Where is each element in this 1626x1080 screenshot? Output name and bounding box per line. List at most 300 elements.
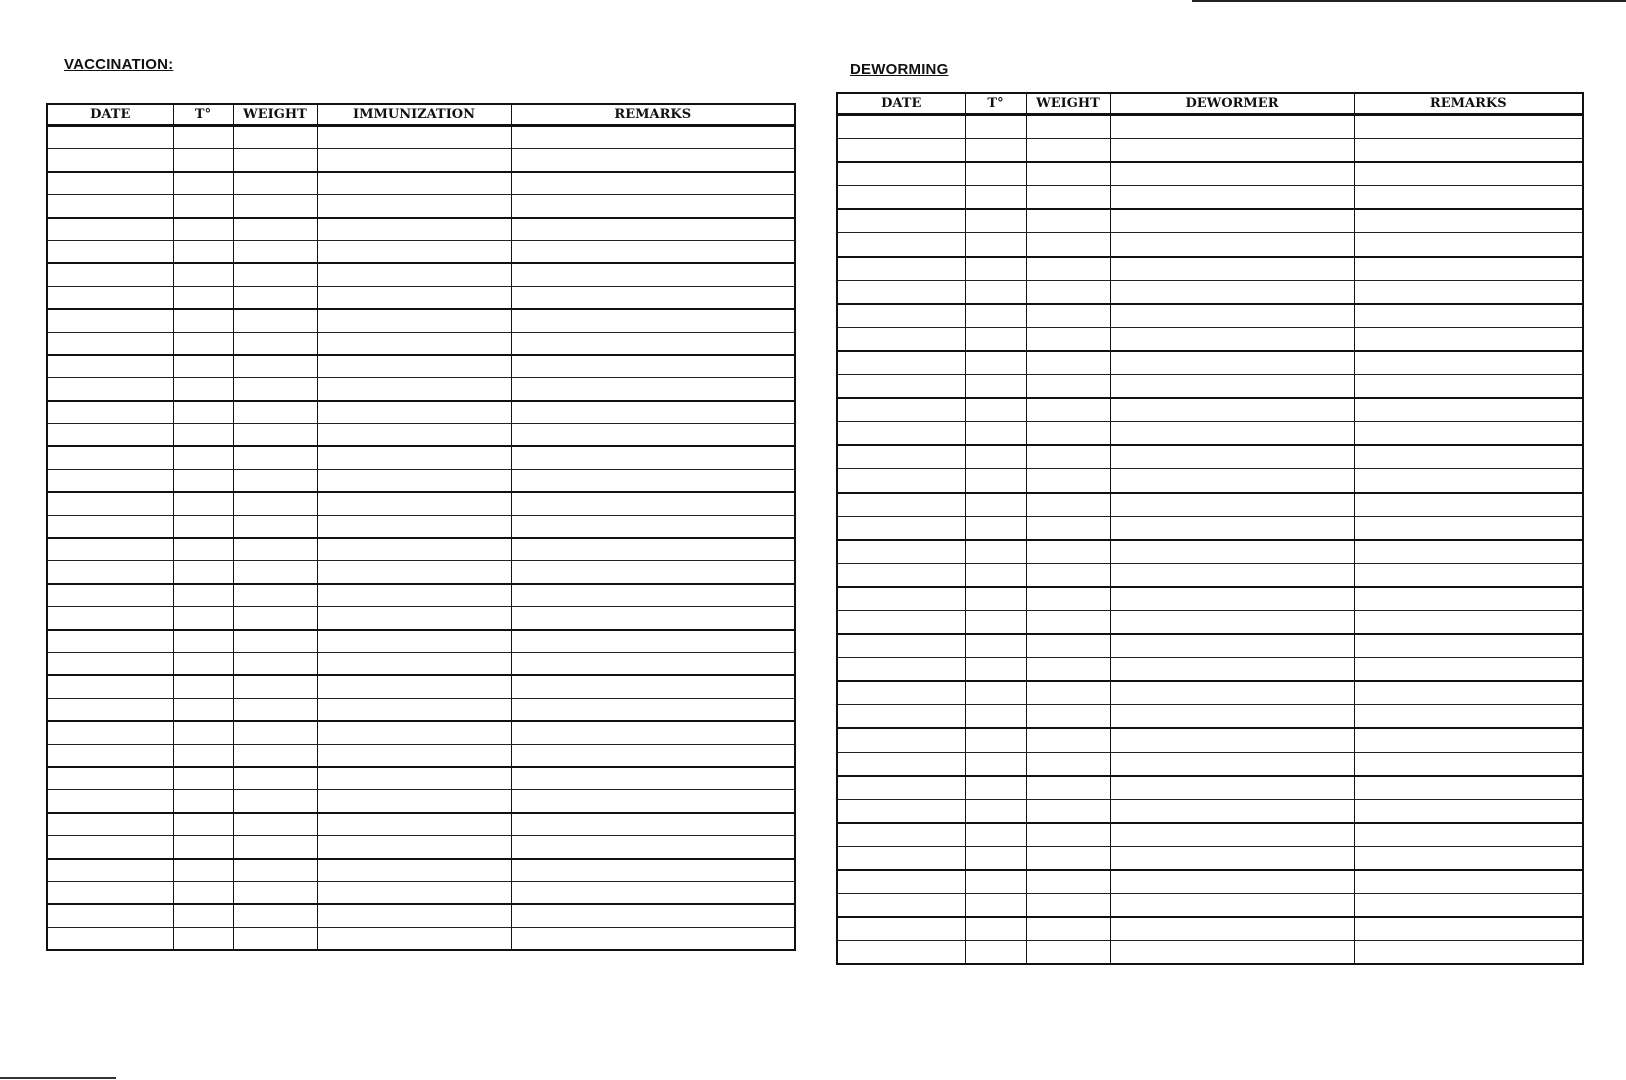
deworming-dewormer-cell[interactable] bbox=[1110, 563, 1354, 587]
vaccination-date-cell[interactable] bbox=[47, 652, 173, 675]
vaccination-temperature-cell[interactable] bbox=[173, 721, 233, 744]
vaccination-date-cell[interactable] bbox=[47, 515, 173, 538]
deworming-remarks-cell[interactable] bbox=[1354, 493, 1583, 517]
deworming-date-cell[interactable] bbox=[837, 327, 965, 351]
deworming-weight-cell[interactable] bbox=[1026, 493, 1110, 517]
deworming-weight-cell[interactable] bbox=[1026, 941, 1110, 965]
vaccination-immunization-cell[interactable] bbox=[317, 904, 511, 927]
deworming-weight-cell[interactable] bbox=[1026, 563, 1110, 587]
deworming-remarks-cell[interactable] bbox=[1354, 941, 1583, 965]
vaccination-remarks-cell[interactable] bbox=[511, 652, 795, 675]
deworming-date-cell[interactable] bbox=[837, 351, 965, 375]
deworming-date-cell[interactable] bbox=[837, 563, 965, 587]
vaccination-weight-cell[interactable] bbox=[233, 172, 317, 195]
vaccination-remarks-cell[interactable] bbox=[511, 927, 795, 950]
vaccination-immunization-cell[interactable] bbox=[317, 355, 511, 378]
vaccination-temperature-cell[interactable] bbox=[173, 332, 233, 355]
deworming-date-cell[interactable] bbox=[837, 304, 965, 328]
deworming-weight-cell[interactable] bbox=[1026, 304, 1110, 328]
deworming-remarks-cell[interactable] bbox=[1354, 233, 1583, 257]
deworming-date-cell[interactable] bbox=[837, 870, 965, 894]
vaccination-date-cell[interactable] bbox=[47, 904, 173, 927]
deworming-dewormer-cell[interactable] bbox=[1110, 351, 1354, 375]
deworming-remarks-cell[interactable] bbox=[1354, 705, 1583, 729]
vaccination-immunization-cell[interactable] bbox=[317, 492, 511, 515]
deworming-dewormer-cell[interactable] bbox=[1110, 870, 1354, 894]
deworming-weight-cell[interactable] bbox=[1026, 658, 1110, 682]
deworming-date-cell[interactable] bbox=[837, 610, 965, 634]
vaccination-remarks-cell[interactable] bbox=[511, 492, 795, 515]
vaccination-remarks-cell[interactable] bbox=[511, 675, 795, 698]
deworming-dewormer-cell[interactable] bbox=[1110, 634, 1354, 658]
deworming-weight-cell[interactable] bbox=[1026, 540, 1110, 564]
vaccination-immunization-cell[interactable] bbox=[317, 172, 511, 195]
vaccination-date-cell[interactable] bbox=[47, 836, 173, 859]
vaccination-remarks-cell[interactable] bbox=[511, 126, 795, 149]
vaccination-date-cell[interactable] bbox=[47, 859, 173, 882]
vaccination-temperature-cell[interactable] bbox=[173, 149, 233, 172]
deworming-temperature-cell[interactable] bbox=[965, 776, 1026, 800]
deworming-remarks-cell[interactable] bbox=[1354, 280, 1583, 304]
deworming-weight-cell[interactable] bbox=[1026, 233, 1110, 257]
deworming-date-cell[interactable] bbox=[837, 681, 965, 705]
vaccination-date-cell[interactable] bbox=[47, 401, 173, 424]
vaccination-immunization-cell[interactable] bbox=[317, 332, 511, 355]
deworming-remarks-cell[interactable] bbox=[1354, 327, 1583, 351]
deworming-dewormer-cell[interactable] bbox=[1110, 681, 1354, 705]
deworming-dewormer-cell[interactable] bbox=[1110, 493, 1354, 517]
deworming-temperature-cell[interactable] bbox=[965, 516, 1026, 540]
deworming-remarks-cell[interactable] bbox=[1354, 398, 1583, 422]
vaccination-date-cell[interactable] bbox=[47, 446, 173, 469]
vaccination-date-cell[interactable] bbox=[47, 355, 173, 378]
deworming-date-cell[interactable] bbox=[837, 162, 965, 186]
deworming-weight-cell[interactable] bbox=[1026, 870, 1110, 894]
vaccination-date-cell[interactable] bbox=[47, 790, 173, 813]
deworming-weight-cell[interactable] bbox=[1026, 705, 1110, 729]
deworming-weight-cell[interactable] bbox=[1026, 681, 1110, 705]
deworming-temperature-cell[interactable] bbox=[965, 681, 1026, 705]
vaccination-immunization-cell[interactable] bbox=[317, 309, 511, 332]
vaccination-immunization-cell[interactable] bbox=[317, 927, 511, 950]
deworming-weight-cell[interactable] bbox=[1026, 115, 1110, 139]
deworming-dewormer-cell[interactable] bbox=[1110, 894, 1354, 918]
deworming-dewormer-cell[interactable] bbox=[1110, 658, 1354, 682]
deworming-dewormer-cell[interactable] bbox=[1110, 115, 1354, 139]
vaccination-immunization-cell[interactable] bbox=[317, 744, 511, 767]
vaccination-weight-cell[interactable] bbox=[233, 652, 317, 675]
deworming-date-cell[interactable] bbox=[837, 493, 965, 517]
vaccination-date-cell[interactable] bbox=[47, 492, 173, 515]
deworming-date-cell[interactable] bbox=[837, 209, 965, 233]
vaccination-remarks-cell[interactable] bbox=[511, 790, 795, 813]
deworming-weight-cell[interactable] bbox=[1026, 634, 1110, 658]
deworming-remarks-cell[interactable] bbox=[1354, 776, 1583, 800]
deworming-dewormer-cell[interactable] bbox=[1110, 422, 1354, 446]
vaccination-immunization-cell[interactable] bbox=[317, 813, 511, 836]
deworming-temperature-cell[interactable] bbox=[965, 540, 1026, 564]
deworming-date-cell[interactable] bbox=[837, 139, 965, 163]
vaccination-immunization-cell[interactable] bbox=[317, 286, 511, 309]
deworming-date-cell[interactable] bbox=[837, 186, 965, 210]
deworming-dewormer-cell[interactable] bbox=[1110, 375, 1354, 399]
deworming-remarks-cell[interactable] bbox=[1354, 445, 1583, 469]
deworming-weight-cell[interactable] bbox=[1026, 516, 1110, 540]
vaccination-weight-cell[interactable] bbox=[233, 927, 317, 950]
deworming-remarks-cell[interactable] bbox=[1354, 681, 1583, 705]
deworming-temperature-cell[interactable] bbox=[965, 870, 1026, 894]
deworming-temperature-cell[interactable] bbox=[965, 587, 1026, 611]
vaccination-temperature-cell[interactable] bbox=[173, 927, 233, 950]
vaccination-weight-cell[interactable] bbox=[233, 469, 317, 492]
vaccination-date-cell[interactable] bbox=[47, 584, 173, 607]
vaccination-remarks-cell[interactable] bbox=[511, 630, 795, 653]
deworming-remarks-cell[interactable] bbox=[1354, 728, 1583, 752]
deworming-temperature-cell[interactable] bbox=[965, 894, 1026, 918]
vaccination-temperature-cell[interactable] bbox=[173, 309, 233, 332]
deworming-remarks-cell[interactable] bbox=[1354, 823, 1583, 847]
deworming-weight-cell[interactable] bbox=[1026, 799, 1110, 823]
deworming-temperature-cell[interactable] bbox=[965, 186, 1026, 210]
vaccination-date-cell[interactable] bbox=[47, 218, 173, 241]
vaccination-date-cell[interactable] bbox=[47, 721, 173, 744]
vaccination-temperature-cell[interactable] bbox=[173, 538, 233, 561]
deworming-dewormer-cell[interactable] bbox=[1110, 728, 1354, 752]
vaccination-remarks-cell[interactable] bbox=[511, 218, 795, 241]
vaccination-immunization-cell[interactable] bbox=[317, 767, 511, 790]
deworming-remarks-cell[interactable] bbox=[1354, 186, 1583, 210]
deworming-dewormer-cell[interactable] bbox=[1110, 752, 1354, 776]
vaccination-weight-cell[interactable] bbox=[233, 813, 317, 836]
vaccination-weight-cell[interactable] bbox=[233, 538, 317, 561]
vaccination-temperature-cell[interactable] bbox=[173, 630, 233, 653]
vaccination-date-cell[interactable] bbox=[47, 378, 173, 401]
deworming-temperature-cell[interactable] bbox=[965, 233, 1026, 257]
deworming-dewormer-cell[interactable] bbox=[1110, 941, 1354, 965]
deworming-dewormer-cell[interactable] bbox=[1110, 776, 1354, 800]
vaccination-immunization-cell[interactable] bbox=[317, 675, 511, 698]
vaccination-date-cell[interactable] bbox=[47, 767, 173, 790]
deworming-date-cell[interactable] bbox=[837, 941, 965, 965]
vaccination-remarks-cell[interactable] bbox=[511, 698, 795, 721]
vaccination-date-cell[interactable] bbox=[47, 630, 173, 653]
deworming-remarks-cell[interactable] bbox=[1354, 209, 1583, 233]
deworming-weight-cell[interactable] bbox=[1026, 375, 1110, 399]
vaccination-weight-cell[interactable] bbox=[233, 401, 317, 424]
deworming-remarks-cell[interactable] bbox=[1354, 540, 1583, 564]
vaccination-date-cell[interactable] bbox=[47, 698, 173, 721]
deworming-temperature-cell[interactable] bbox=[965, 728, 1026, 752]
deworming-remarks-cell[interactable] bbox=[1354, 658, 1583, 682]
vaccination-date-cell[interactable] bbox=[47, 172, 173, 195]
vaccination-weight-cell[interactable] bbox=[233, 630, 317, 653]
deworming-date-cell[interactable] bbox=[837, 705, 965, 729]
deworming-weight-cell[interactable] bbox=[1026, 587, 1110, 611]
vaccination-temperature-cell[interactable] bbox=[173, 790, 233, 813]
deworming-dewormer-cell[interactable] bbox=[1110, 469, 1354, 493]
vaccination-remarks-cell[interactable] bbox=[511, 378, 795, 401]
vaccination-weight-cell[interactable] bbox=[233, 195, 317, 218]
deworming-temperature-cell[interactable] bbox=[965, 917, 1026, 941]
deworming-date-cell[interactable] bbox=[837, 422, 965, 446]
vaccination-weight-cell[interactable] bbox=[233, 561, 317, 584]
vaccination-remarks-cell[interactable] bbox=[511, 859, 795, 882]
deworming-date-cell[interactable] bbox=[837, 233, 965, 257]
vaccination-date-cell[interactable] bbox=[47, 149, 173, 172]
deworming-temperature-cell[interactable] bbox=[965, 115, 1026, 139]
deworming-date-cell[interactable] bbox=[837, 115, 965, 139]
vaccination-immunization-cell[interactable] bbox=[317, 630, 511, 653]
deworming-remarks-cell[interactable] bbox=[1354, 469, 1583, 493]
vaccination-date-cell[interactable] bbox=[47, 927, 173, 950]
vaccination-temperature-cell[interactable] bbox=[173, 584, 233, 607]
vaccination-temperature-cell[interactable] bbox=[173, 401, 233, 424]
deworming-weight-cell[interactable] bbox=[1026, 327, 1110, 351]
deworming-temperature-cell[interactable] bbox=[965, 422, 1026, 446]
vaccination-temperature-cell[interactable] bbox=[173, 515, 233, 538]
deworming-weight-cell[interactable] bbox=[1026, 823, 1110, 847]
vaccination-weight-cell[interactable] bbox=[233, 744, 317, 767]
vaccination-weight-cell[interactable] bbox=[233, 859, 317, 882]
vaccination-temperature-cell[interactable] bbox=[173, 286, 233, 309]
vaccination-weight-cell[interactable] bbox=[233, 240, 317, 263]
vaccination-remarks-cell[interactable] bbox=[511, 744, 795, 767]
deworming-remarks-cell[interactable] bbox=[1354, 587, 1583, 611]
deworming-date-cell[interactable] bbox=[837, 516, 965, 540]
deworming-temperature-cell[interactable] bbox=[965, 304, 1026, 328]
vaccination-weight-cell[interactable] bbox=[233, 149, 317, 172]
vaccination-weight-cell[interactable] bbox=[233, 378, 317, 401]
vaccination-immunization-cell[interactable] bbox=[317, 240, 511, 263]
deworming-temperature-cell[interactable] bbox=[965, 823, 1026, 847]
deworming-weight-cell[interactable] bbox=[1026, 398, 1110, 422]
vaccination-weight-cell[interactable] bbox=[233, 446, 317, 469]
deworming-dewormer-cell[interactable] bbox=[1110, 540, 1354, 564]
vaccination-remarks-cell[interactable] bbox=[511, 881, 795, 904]
vaccination-remarks-cell[interactable] bbox=[511, 721, 795, 744]
vaccination-date-cell[interactable] bbox=[47, 561, 173, 584]
vaccination-date-cell[interactable] bbox=[47, 240, 173, 263]
deworming-temperature-cell[interactable] bbox=[965, 799, 1026, 823]
deworming-temperature-cell[interactable] bbox=[965, 752, 1026, 776]
vaccination-temperature-cell[interactable] bbox=[173, 744, 233, 767]
deworming-temperature-cell[interactable] bbox=[965, 469, 1026, 493]
vaccination-immunization-cell[interactable] bbox=[317, 607, 511, 630]
deworming-temperature-cell[interactable] bbox=[965, 327, 1026, 351]
deworming-temperature-cell[interactable] bbox=[965, 162, 1026, 186]
vaccination-immunization-cell[interactable] bbox=[317, 538, 511, 561]
vaccination-immunization-cell[interactable] bbox=[317, 584, 511, 607]
deworming-weight-cell[interactable] bbox=[1026, 162, 1110, 186]
vaccination-date-cell[interactable] bbox=[47, 286, 173, 309]
vaccination-temperature-cell[interactable] bbox=[173, 904, 233, 927]
deworming-remarks-cell[interactable] bbox=[1354, 375, 1583, 399]
deworming-temperature-cell[interactable] bbox=[965, 658, 1026, 682]
deworming-weight-cell[interactable] bbox=[1026, 139, 1110, 163]
deworming-temperature-cell[interactable] bbox=[965, 705, 1026, 729]
deworming-dewormer-cell[interactable] bbox=[1110, 823, 1354, 847]
deworming-weight-cell[interactable] bbox=[1026, 209, 1110, 233]
vaccination-remarks-cell[interactable] bbox=[511, 515, 795, 538]
vaccination-remarks-cell[interactable] bbox=[511, 538, 795, 561]
deworming-weight-cell[interactable] bbox=[1026, 610, 1110, 634]
deworming-temperature-cell[interactable] bbox=[965, 445, 1026, 469]
vaccination-remarks-cell[interactable] bbox=[511, 607, 795, 630]
vaccination-remarks-cell[interactable] bbox=[511, 584, 795, 607]
deworming-temperature-cell[interactable] bbox=[965, 563, 1026, 587]
vaccination-immunization-cell[interactable] bbox=[317, 195, 511, 218]
deworming-date-cell[interactable] bbox=[837, 634, 965, 658]
vaccination-temperature-cell[interactable] bbox=[173, 378, 233, 401]
vaccination-date-cell[interactable] bbox=[47, 263, 173, 286]
vaccination-weight-cell[interactable] bbox=[233, 790, 317, 813]
deworming-dewormer-cell[interactable] bbox=[1110, 846, 1354, 870]
deworming-weight-cell[interactable] bbox=[1026, 186, 1110, 210]
vaccination-temperature-cell[interactable] bbox=[173, 698, 233, 721]
deworming-temperature-cell[interactable] bbox=[965, 139, 1026, 163]
vaccination-immunization-cell[interactable] bbox=[317, 446, 511, 469]
vaccination-weight-cell[interactable] bbox=[233, 332, 317, 355]
vaccination-remarks-cell[interactable] bbox=[511, 561, 795, 584]
deworming-date-cell[interactable] bbox=[837, 917, 965, 941]
vaccination-immunization-cell[interactable] bbox=[317, 836, 511, 859]
vaccination-immunization-cell[interactable] bbox=[317, 721, 511, 744]
deworming-date-cell[interactable] bbox=[837, 799, 965, 823]
vaccination-date-cell[interactable] bbox=[47, 813, 173, 836]
vaccination-immunization-cell[interactable] bbox=[317, 126, 511, 149]
deworming-dewormer-cell[interactable] bbox=[1110, 327, 1354, 351]
vaccination-remarks-cell[interactable] bbox=[511, 401, 795, 424]
deworming-temperature-cell[interactable] bbox=[965, 280, 1026, 304]
vaccination-temperature-cell[interactable] bbox=[173, 218, 233, 241]
deworming-temperature-cell[interactable] bbox=[965, 846, 1026, 870]
vaccination-weight-cell[interactable] bbox=[233, 767, 317, 790]
deworming-dewormer-cell[interactable] bbox=[1110, 233, 1354, 257]
deworming-weight-cell[interactable] bbox=[1026, 728, 1110, 752]
deworming-remarks-cell[interactable] bbox=[1354, 563, 1583, 587]
deworming-temperature-cell[interactable] bbox=[965, 375, 1026, 399]
vaccination-temperature-cell[interactable] bbox=[173, 446, 233, 469]
deworming-dewormer-cell[interactable] bbox=[1110, 799, 1354, 823]
vaccination-temperature-cell[interactable] bbox=[173, 561, 233, 584]
vaccination-weight-cell[interactable] bbox=[233, 355, 317, 378]
deworming-dewormer-cell[interactable] bbox=[1110, 139, 1354, 163]
deworming-date-cell[interactable] bbox=[837, 469, 965, 493]
deworming-weight-cell[interactable] bbox=[1026, 422, 1110, 446]
deworming-remarks-cell[interactable] bbox=[1354, 917, 1583, 941]
deworming-weight-cell[interactable] bbox=[1026, 846, 1110, 870]
vaccination-remarks-cell[interactable] bbox=[511, 263, 795, 286]
deworming-date-cell[interactable] bbox=[837, 752, 965, 776]
vaccination-remarks-cell[interactable] bbox=[511, 309, 795, 332]
deworming-date-cell[interactable] bbox=[837, 728, 965, 752]
deworming-date-cell[interactable] bbox=[837, 776, 965, 800]
vaccination-immunization-cell[interactable] bbox=[317, 561, 511, 584]
deworming-dewormer-cell[interactable] bbox=[1110, 587, 1354, 611]
deworming-date-cell[interactable] bbox=[837, 540, 965, 564]
deworming-date-cell[interactable] bbox=[837, 257, 965, 281]
deworming-temperature-cell[interactable] bbox=[965, 610, 1026, 634]
deworming-remarks-cell[interactable] bbox=[1354, 162, 1583, 186]
deworming-date-cell[interactable] bbox=[837, 445, 965, 469]
vaccination-immunization-cell[interactable] bbox=[317, 881, 511, 904]
vaccination-temperature-cell[interactable] bbox=[173, 469, 233, 492]
vaccination-immunization-cell[interactable] bbox=[317, 652, 511, 675]
deworming-weight-cell[interactable] bbox=[1026, 469, 1110, 493]
deworming-weight-cell[interactable] bbox=[1026, 445, 1110, 469]
vaccination-date-cell[interactable] bbox=[47, 744, 173, 767]
vaccination-date-cell[interactable] bbox=[47, 675, 173, 698]
deworming-weight-cell[interactable] bbox=[1026, 752, 1110, 776]
deworming-remarks-cell[interactable] bbox=[1354, 139, 1583, 163]
vaccination-date-cell[interactable] bbox=[47, 126, 173, 149]
deworming-remarks-cell[interactable] bbox=[1354, 422, 1583, 446]
vaccination-date-cell[interactable] bbox=[47, 195, 173, 218]
deworming-weight-cell[interactable] bbox=[1026, 776, 1110, 800]
vaccination-temperature-cell[interactable] bbox=[173, 172, 233, 195]
deworming-remarks-cell[interactable] bbox=[1354, 351, 1583, 375]
deworming-remarks-cell[interactable] bbox=[1354, 115, 1583, 139]
deworming-weight-cell[interactable] bbox=[1026, 280, 1110, 304]
deworming-dewormer-cell[interactable] bbox=[1110, 398, 1354, 422]
vaccination-remarks-cell[interactable] bbox=[511, 836, 795, 859]
vaccination-remarks-cell[interactable] bbox=[511, 332, 795, 355]
vaccination-remarks-cell[interactable] bbox=[511, 446, 795, 469]
deworming-remarks-cell[interactable] bbox=[1354, 752, 1583, 776]
vaccination-weight-cell[interactable] bbox=[233, 721, 317, 744]
vaccination-temperature-cell[interactable] bbox=[173, 767, 233, 790]
vaccination-immunization-cell[interactable] bbox=[317, 469, 511, 492]
deworming-dewormer-cell[interactable] bbox=[1110, 209, 1354, 233]
vaccination-remarks-cell[interactable] bbox=[511, 240, 795, 263]
vaccination-remarks-cell[interactable] bbox=[511, 813, 795, 836]
deworming-temperature-cell[interactable] bbox=[965, 941, 1026, 965]
deworming-date-cell[interactable] bbox=[837, 894, 965, 918]
vaccination-remarks-cell[interactable] bbox=[511, 286, 795, 309]
deworming-dewormer-cell[interactable] bbox=[1110, 445, 1354, 469]
vaccination-temperature-cell[interactable] bbox=[173, 424, 233, 447]
vaccination-immunization-cell[interactable] bbox=[317, 424, 511, 447]
deworming-remarks-cell[interactable] bbox=[1354, 516, 1583, 540]
vaccination-temperature-cell[interactable] bbox=[173, 836, 233, 859]
deworming-dewormer-cell[interactable] bbox=[1110, 516, 1354, 540]
vaccination-remarks-cell[interactable] bbox=[511, 195, 795, 218]
deworming-remarks-cell[interactable] bbox=[1354, 870, 1583, 894]
deworming-weight-cell[interactable] bbox=[1026, 257, 1110, 281]
deworming-date-cell[interactable] bbox=[837, 398, 965, 422]
vaccination-remarks-cell[interactable] bbox=[511, 767, 795, 790]
deworming-temperature-cell[interactable] bbox=[965, 209, 1026, 233]
deworming-temperature-cell[interactable] bbox=[965, 398, 1026, 422]
deworming-date-cell[interactable] bbox=[837, 280, 965, 304]
vaccination-immunization-cell[interactable] bbox=[317, 790, 511, 813]
vaccination-weight-cell[interactable] bbox=[233, 492, 317, 515]
deworming-date-cell[interactable] bbox=[837, 846, 965, 870]
vaccination-temperature-cell[interactable] bbox=[173, 263, 233, 286]
vaccination-weight-cell[interactable] bbox=[233, 286, 317, 309]
vaccination-date-cell[interactable] bbox=[47, 469, 173, 492]
deworming-weight-cell[interactable] bbox=[1026, 351, 1110, 375]
vaccination-weight-cell[interactable] bbox=[233, 881, 317, 904]
vaccination-weight-cell[interactable] bbox=[233, 675, 317, 698]
vaccination-immunization-cell[interactable] bbox=[317, 698, 511, 721]
vaccination-weight-cell[interactable] bbox=[233, 607, 317, 630]
vaccination-temperature-cell[interactable] bbox=[173, 240, 233, 263]
vaccination-immunization-cell[interactable] bbox=[317, 859, 511, 882]
deworming-dewormer-cell[interactable] bbox=[1110, 280, 1354, 304]
vaccination-weight-cell[interactable] bbox=[233, 218, 317, 241]
vaccination-date-cell[interactable] bbox=[47, 881, 173, 904]
